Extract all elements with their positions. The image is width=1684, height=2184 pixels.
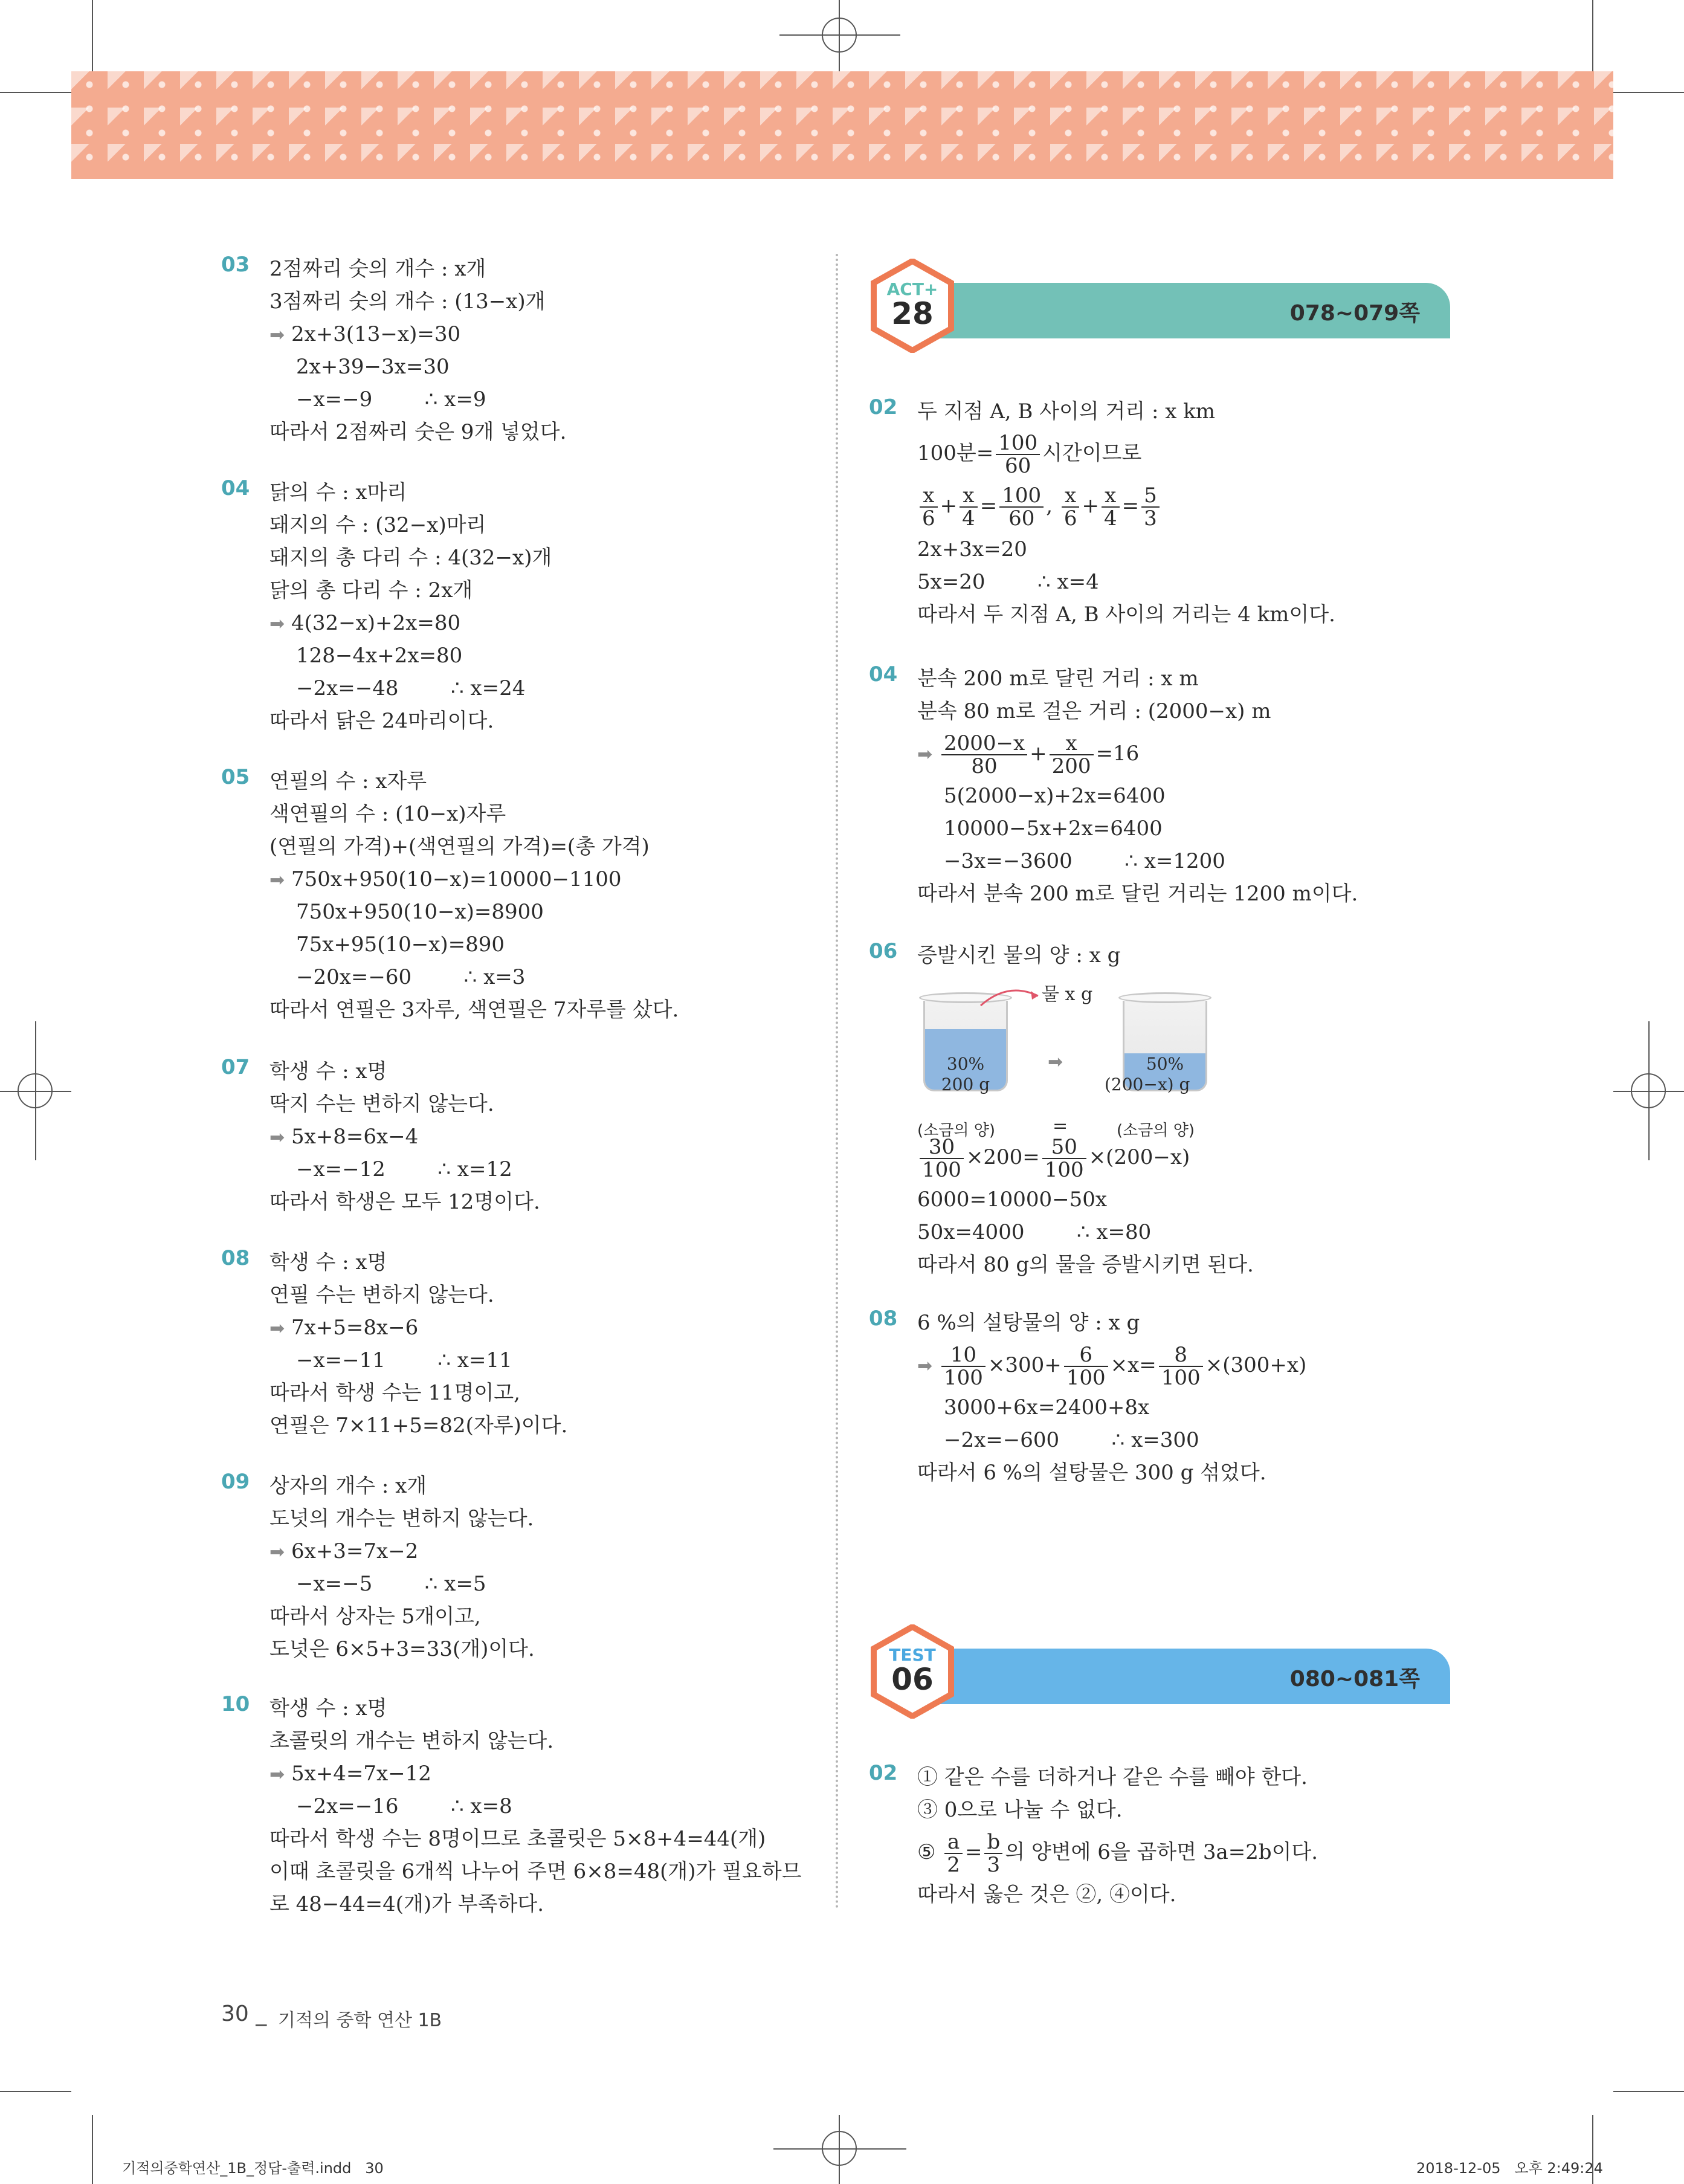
arrow-icon: ➡ <box>269 325 285 346</box>
equation: ➡ $\frac{2000-x}{80}$ + $\frac{x}{200}$ =16 <box>917 731 1140 778</box>
line: 2x+3(13−x)=30 <box>291 322 461 346</box>
line: 초콜릿의 개수는 변하지 않는다. <box>269 1729 554 1753</box>
line: −2x=−48 ∴ x=24 <box>296 676 526 700</box>
beaker-label: (200−x) g <box>1105 1074 1190 1094</box>
problem-number: 02 <box>869 1761 898 1785</box>
line: 7x+5=8x−6 <box>291 1316 419 1340</box>
problem-number: 07 <box>221 1055 250 1079</box>
line: 도넛의 개수는 변하지 않는다. <box>269 1507 534 1531</box>
line: 128−4x+2x=80 <box>296 644 463 668</box>
line: 750x+950(10−x)=10000−1100 <box>291 867 622 891</box>
fraction: $\frac{100}{60}$ <box>996 432 1040 477</box>
text: 100분= <box>917 441 994 465</box>
line: 따라서 학생 수는 11명이고, <box>269 1381 520 1405</box>
caption: (소금의 양) <box>1117 1122 1195 1140</box>
line: 따라서 상자는 5개이고, <box>269 1604 481 1629</box>
line: 증발시킨 물의 양 : x g <box>917 943 1121 968</box>
line: 연필 수는 변하지 않는다. <box>269 1283 494 1307</box>
line: 돼지의 수 : (32−x)마리 <box>269 513 486 537</box>
line: 돼지의 총 다리 수 : 4(32−x)개 <box>269 546 552 570</box>
line: 6x+3=7x−2 <box>291 1539 419 1563</box>
header-band <box>71 71 1613 179</box>
arrow-icon: ➡ <box>269 1127 285 1148</box>
registration-circle <box>822 2131 857 2166</box>
line: 상자의 개수 : x개 <box>269 1474 427 1498</box>
page-reference: 078~079쪽 <box>1289 301 1420 326</box>
line: 닭의 총 다리 수 : 2x개 <box>269 578 473 603</box>
beaker-label: 50% <box>1146 1054 1184 1074</box>
crop-mark <box>92 2115 93 2184</box>
book-title: 기적의 중학 연산 1B <box>278 2010 442 2031</box>
equation: $\frac{30}{100}$ ×200= $\frac{50}{100}$ ×(200−x) <box>917 1131 1254 1183</box>
text: 시간이므로 <box>1042 441 1142 465</box>
line: 학생 수 : x명 <box>269 1059 387 1084</box>
line: −x=−11 ∴ x=11 <box>296 1348 512 1372</box>
line: 따라서 6 %의 설탕물은 300 g 섞었다. <box>917 1461 1266 1485</box>
arrow-icon: ➡ <box>269 870 285 891</box>
arrow-icon: ➡ <box>1048 1052 1063 1073</box>
problem-number: 08 <box>221 1246 250 1270</box>
badge-label: TEST <box>889 1645 936 1665</box>
line: 50x=4000 ∴ x=80 <box>917 1220 1152 1244</box>
curved-arrow-icon <box>978 984 1050 1008</box>
arrow-icon: ➡ <box>269 1318 285 1339</box>
arrow-icon: ➡ <box>917 744 933 765</box>
line: 5(2000−x)+2x=6400 <box>944 784 1166 808</box>
hexagon-badge-icon <box>870 259 955 353</box>
registration-circle <box>1631 1073 1666 1108</box>
problem-number: 04 <box>221 476 250 500</box>
line: 5x=20 ∴ x=4 <box>917 570 1099 594</box>
arrow-icon: ➡ <box>269 613 285 635</box>
page-number: 30 _ <box>221 2001 267 2026</box>
line: 2x+39−3x=30 <box>296 355 450 379</box>
problem-number: 05 <box>221 765 250 789</box>
line: −2x=−16 ∴ x=8 <box>296 1794 512 1818</box>
test-banner <box>870 1645 1450 1704</box>
line: 6 %의 설탕물의 양 : x g <box>917 1311 1140 1335</box>
beaker-label: 30% <box>946 1054 985 1074</box>
line: 2x+3x=20 <box>917 537 1027 561</box>
line: 분속 80 m로 걸은 거리 : (2000−x) m <box>917 699 1271 723</box>
line: 연필은 7×11+5=82(자루)이다. <box>269 1413 568 1438</box>
badge-number: 06 <box>891 1662 934 1697</box>
line: 색연필의 수 : (10−x)자루 <box>269 802 506 826</box>
line: 따라서 80 g의 물을 증발시키면 된다. <box>917 1253 1254 1277</box>
line: 3000+6x=2400+8x <box>944 1395 1150 1420</box>
arrow-icon: ➡ <box>269 1764 285 1785</box>
crop-mark <box>1613 2091 1684 2092</box>
problem-number: 03 <box>221 253 250 277</box>
line: 5x+8=6x−4 <box>291 1125 419 1149</box>
line: 3점짜리 숫의 개수 : (13−x)개 <box>269 289 546 314</box>
line: 10000−5x+2x=6400 <box>944 816 1163 841</box>
line: 이때 초콜릿을 6개씩 나누어 주면 6×8=48(개)가 필요하므 <box>269 1859 802 1884</box>
file-slug: 기적의중학연산_1B_정답-출력.indd 30 <box>122 2160 384 2177</box>
equation: ⑤ $\frac{a}{2}$ = $\frac{b}{3}$ 의 양변에 6을 곱하면 3a=2b이다. <box>917 1830 1318 1877</box>
line: (연필의 가격)+(색연필의 가격)=(총 가격) <box>269 835 650 859</box>
line: ③ 0으로 나눌 수 없다. <box>917 1798 1123 1822</box>
problem-number: 06 <box>869 939 898 963</box>
line: 따라서 학생 수는 8명이므로 초콜릿은 5×8+4=44(개) <box>269 1827 766 1851</box>
line: 따라서 연필은 3자루, 색연필은 7자루를 샀다. <box>269 998 679 1022</box>
act-banner <box>870 279 1450 338</box>
equation: ➡ $\frac{10}{100}$ ×300+ $\frac{6}{100}$ ×x= $\frac{8}{100}$ ×(300+x) <box>917 1343 1307 1390</box>
print-timestamp: 2018-12-05 오후 2:49:24 <box>1416 2160 1603 2177</box>
caption: (소금의 양) <box>917 1122 996 1140</box>
line: 두 지점 A, B 사이의 거리 : x km <box>917 399 1216 424</box>
line: 딱지 수는 변하지 않는다. <box>269 1092 494 1116</box>
crop-mark <box>1592 0 1593 71</box>
column-divider <box>836 254 838 1910</box>
badge-number: 28 <box>891 296 934 331</box>
problem-number: 08 <box>869 1307 898 1331</box>
water-label: 물 x g <box>1042 984 1093 1005</box>
crop-mark <box>0 2091 71 2092</box>
line: 따라서 닭은 24마리이다. <box>269 709 494 733</box>
equation: $\frac{x}{6}$ + $\frac{x}{4}$ = $\frac{100}{60}$ , $\frac{x}{6}$ + $\frac{x}{4}$ = $\frac{5}{3}$ <box>917 479 1335 533</box>
problem-number: 04 <box>869 662 898 687</box>
line: 5x+4=7x−12 <box>291 1762 431 1786</box>
line: 도넛은 6×5+3=33(개)이다. <box>269 1637 535 1661</box>
line: 학생 수 : x명 <box>269 1696 387 1720</box>
badge-label: ACT+ <box>886 279 938 299</box>
line: 75x+95(10−x)=890 <box>296 932 505 957</box>
problem-number: 02 <box>869 395 898 419</box>
line: 연필의 수 : x자루 <box>269 769 427 793</box>
line: 따라서 두 지점 A, B 사이의 거리는 4 km이다. <box>917 603 1335 627</box>
registration-circle <box>18 1073 53 1108</box>
page-reference: 080~081쪽 <box>1289 1667 1420 1691</box>
line: −20x=−60 ∴ x=3 <box>296 965 526 989</box>
arrow-icon: ➡ <box>269 1542 285 1563</box>
line: −x=−9 ∴ x=9 <box>296 387 486 412</box>
beaker-label: 200 g <box>941 1074 990 1094</box>
hexagon-badge-icon <box>870 1624 955 1719</box>
line: 따라서 옳은 것은 ②, ④이다. <box>917 1882 1176 1907</box>
line: 6000=10000−50x <box>917 1187 1108 1212</box>
line: ① 같은 수를 더하거나 같은 수를 빼야 한다. <box>917 1765 1308 1789</box>
crop-mark <box>92 0 93 71</box>
line: 750x+950(10−x)=8900 <box>296 900 544 924</box>
line: −x=−5 ∴ x=5 <box>296 1572 486 1596</box>
line: 닭의 수 : x마리 <box>269 480 407 505</box>
line: 로 48−44=4(개)가 부족하다. <box>269 1892 544 1916</box>
line: 분속 200 m로 달린 거리 : x m <box>917 667 1199 691</box>
line: 따라서 학생은 모두 12명이다. <box>269 1190 540 1214</box>
arrow-icon: ➡ <box>917 1355 933 1377</box>
registration-circle <box>822 18 857 53</box>
equals-sign: = <box>1053 1116 1068 1137</box>
problem-number: 10 <box>221 1692 250 1716</box>
line: 4(32−x)+2x=80 <box>291 611 461 635</box>
line: −3x=−3600 ∴ x=1200 <box>944 849 1225 873</box>
line: −2x=−600 ∴ x=300 <box>944 1428 1199 1452</box>
line: 따라서 분속 200 m로 달린 거리는 1200 m이다. <box>917 882 1358 906</box>
problem-number: 09 <box>221 1470 250 1494</box>
line: −x=−12 ∴ x=12 <box>296 1157 512 1181</box>
line: 따라서 2점짜리 숫은 9개 넣었다. <box>269 420 567 444</box>
crop-mark <box>0 92 71 93</box>
crop-mark <box>1613 92 1684 93</box>
line: 2점짜리 숫의 개수 : x개 <box>269 257 486 281</box>
line: 학생 수 : x명 <box>269 1250 387 1275</box>
